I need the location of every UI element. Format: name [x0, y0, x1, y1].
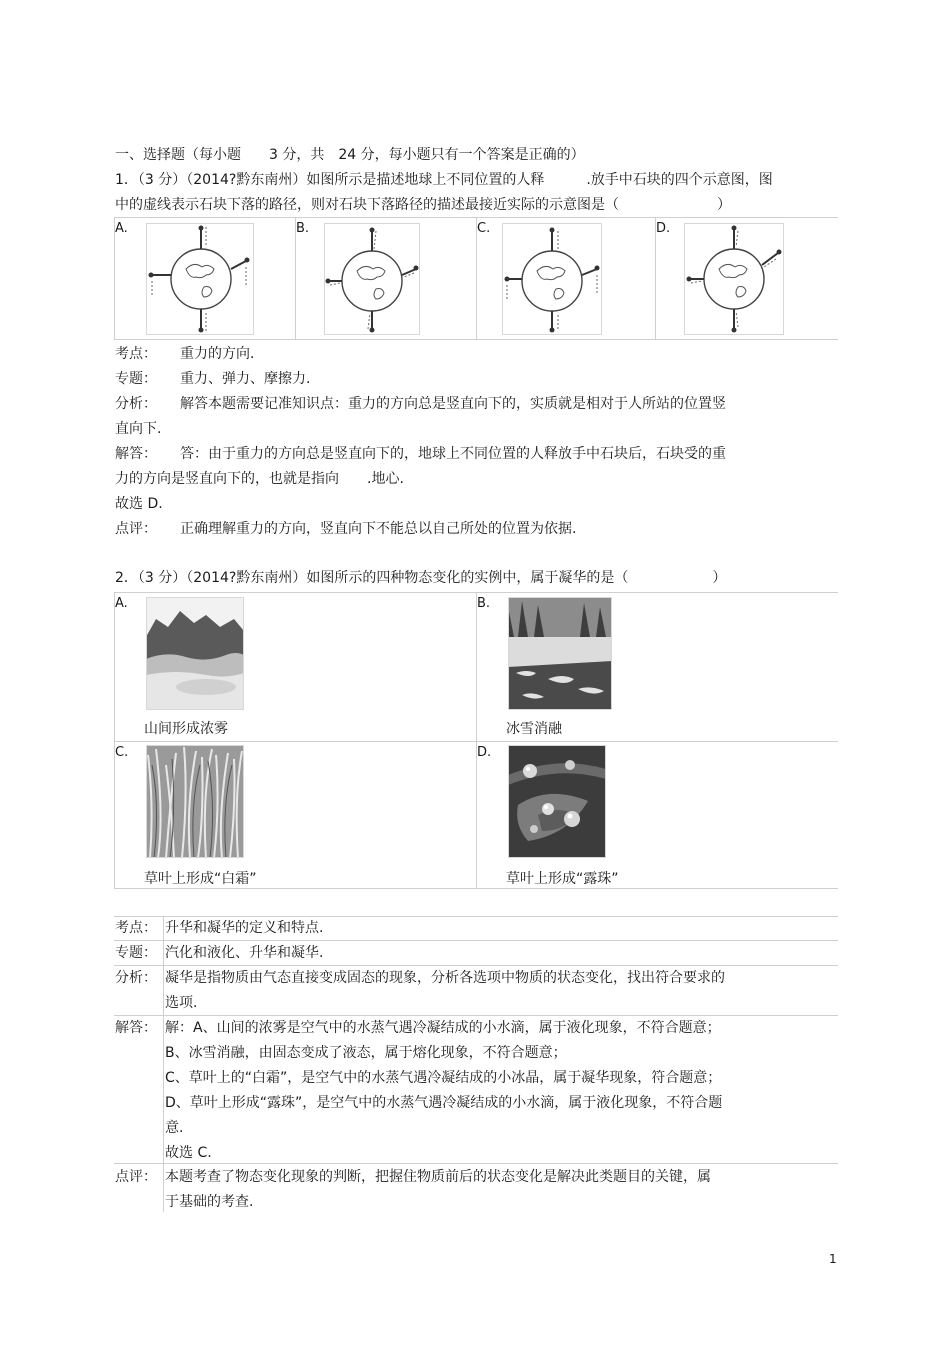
- q2-dianping-line1: 本题考查了物态变化现象的判断，把握住物质前后的状态变化是解决此类题目的关键，属: [165, 1169, 711, 1185]
- page-number: 1: [829, 1252, 837, 1266]
- q2-grid-center-divider: [476, 592, 477, 889]
- q2-grid-left-border: [114, 592, 115, 889]
- q1-kaodian: 重力的方向.: [180, 346, 255, 362]
- q1-option-d-label: D.: [656, 221, 671, 236]
- q2-fenxi-line1: 凝华是指物质由气态直接变成固态的现象，分析各选项中物质的状态变化，找出符合要求的: [165, 970, 725, 986]
- q1-option-b-label: B.: [296, 221, 310, 236]
- q2-option-b-snow-melting-photo[interactable]: [508, 597, 612, 710]
- q2-analysis-row-border-3: [114, 965, 838, 966]
- q2-jieda-line-5: 意.: [165, 1120, 184, 1136]
- q1-dianping-label: 点评：: [115, 521, 157, 537]
- q2-dianping-label: 点评：: [115, 1169, 157, 1185]
- q1-jieda-line2: 力的方向是竖直向下的，也就是指向 .地心.: [115, 471, 404, 487]
- q2-kaodian-label: 考点：: [115, 920, 157, 936]
- q2-fenxi-label: 分析：: [115, 970, 157, 986]
- q1-option-c-earth-diagram[interactable]: [502, 223, 602, 335]
- q2-option-d-label: D.: [477, 745, 492, 760]
- q1-dianping: 正确理解重力的方向，竖直向下不能总以自己所处的位置为依据.: [180, 521, 577, 537]
- q2-option-c-label: C.: [115, 745, 129, 760]
- q2-option-a-label: A.: [115, 596, 128, 611]
- q1-option-d-earth-diagram[interactable]: [684, 223, 784, 335]
- q1-jieda-line1: 答：由于重力的方向总是竖直向下的，地球上不同位置的人释放手中石块后，石块受的重: [180, 446, 726, 462]
- q1-jieda-label: 解答：: [115, 446, 157, 462]
- q2-kaodian: 升华和凝华的定义和特点.: [165, 920, 324, 936]
- q2-option-d-dew-photo[interactable]: [508, 745, 606, 858]
- q1-stem-line2: 中的虚线表示石块下落的路径，则对石块下落路径的描述最接近实际的示意图是（ ）: [115, 197, 731, 213]
- q2-zhuanti-label: 专题：: [115, 945, 157, 961]
- q2-option-d-caption: 草叶上形成“露珠”: [506, 871, 619, 887]
- q2-jieda-line-4: D、草叶上形成“露珠”，是空气中的水蒸气遇冷凝结成的小水滴，属于液化现象，不符合题: [165, 1095, 723, 1111]
- q2-analysis-row-border-1: [114, 916, 838, 917]
- q1-fenxi-line2: 直向下.: [115, 421, 162, 437]
- q1-fenxi-line1: 解答本题需要记准知识点：重力的方向总是竖直向下的，实质就是相对于人所站的位置竖: [180, 396, 726, 412]
- q2-option-c-frost-photo[interactable]: [146, 745, 244, 858]
- q1-option-a-label: A.: [115, 221, 128, 236]
- q1-zhuanti: 重力、弹力、摩擦力.: [180, 371, 311, 387]
- q2-jieda-label: 解答：: [115, 1020, 157, 1036]
- q2-jieda-line-6: 故选 C.: [165, 1145, 212, 1161]
- q2-jieda-line-1: 解：A、山间的浓雾是空气中的水蒸气遇冷凝结成的小水滴，属于液化现象，不符合题意；: [165, 1020, 721, 1036]
- q2-option-a-fog-photo[interactable]: [146, 597, 244, 710]
- q2-option-b-caption: 冰雪消融: [506, 721, 562, 737]
- q2-analysis-row-border-2: [114, 940, 838, 941]
- q1-fenxi-label: 分析：: [115, 396, 157, 412]
- q2-analysis-column-divider: [163, 916, 164, 1212]
- q2-analysis-row-border-4: [114, 1015, 838, 1016]
- section-title: 一、选择题（每小题 3 分，共 24 分，每小题只有一个答案是正确的）: [115, 147, 585, 163]
- q2-zhuanti: 汽化和液化、升华和凝华.: [165, 945, 324, 961]
- q1-answer: 故选 D.: [115, 496, 163, 512]
- q1-zhuanti-label: 专题：: [115, 371, 157, 387]
- q2-option-a-caption: 山间形成浓雾: [144, 721, 228, 737]
- q2-analysis-row-border-5: [114, 1163, 838, 1164]
- q2-jieda-line-2: B、冰雪消融，由固态变成了液态，属于熔化现象，不符合题意；: [165, 1045, 567, 1061]
- q2-stem: 2．（3 分）（2014?黔东南州）如图所示的四种物态变化的实例中，属于凝华的是（ ）: [115, 570, 727, 586]
- q1-option-c-label: C.: [477, 221, 491, 236]
- q2-option-b-label: B.: [477, 596, 491, 611]
- q1-option-a-earth-diagram[interactable]: [146, 223, 254, 335]
- q1-stem-line1: 1．（3 分）（2014?黔东南州）如图所示是描述地球上不同位置的人释 .放手中石块的四个示意图，图: [115, 172, 773, 188]
- q1-option-b-earth-diagram[interactable]: [324, 223, 420, 335]
- q2-jieda-line-3: C、草叶上的“白霜”，是空气中的水蒸气遇冷凝结成的小冰晶，属于凝华现象，符合题意；: [165, 1070, 722, 1086]
- q1-kaodian-label: 考点：: [115, 346, 157, 362]
- q2-fenxi-line2: 选项.: [165, 995, 198, 1011]
- q2-option-c-caption: 草叶上形成“白霜”: [144, 871, 257, 887]
- q2-dianping-line2: 于基础的考查.: [165, 1194, 254, 1210]
